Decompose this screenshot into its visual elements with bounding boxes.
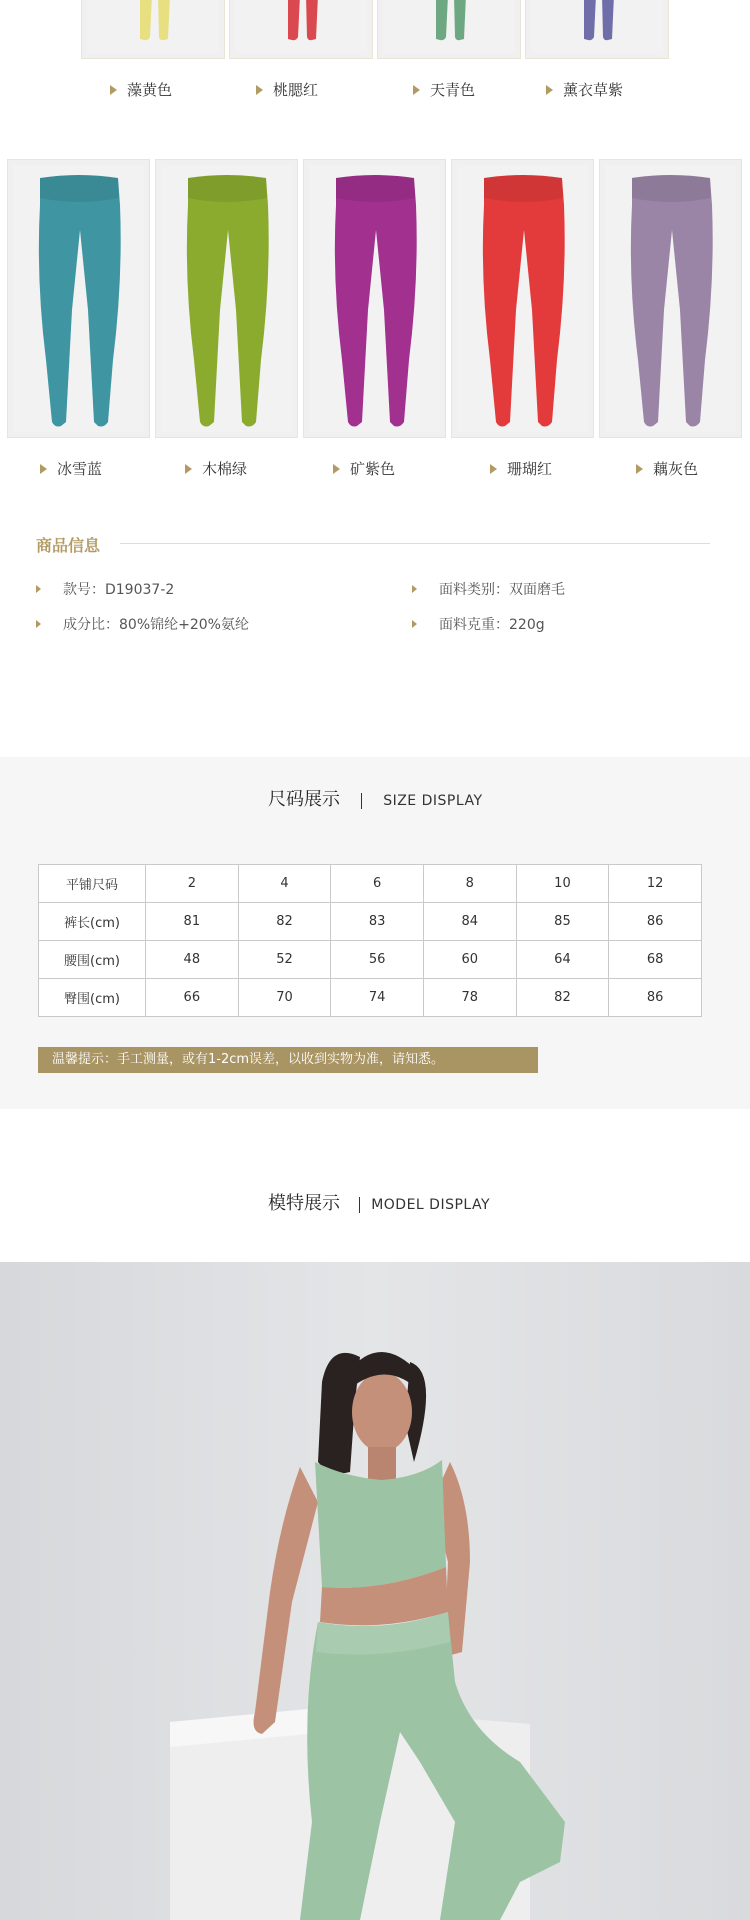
table-cell: 10 bbox=[516, 865, 609, 903]
table-row bbox=[39, 941, 702, 979]
model-illustration bbox=[0, 1262, 750, 1920]
leggings-shape bbox=[631, 175, 713, 427]
product-info-title: 商品信息 bbox=[36, 536, 101, 555]
color-label: 藻黄色 bbox=[110, 79, 172, 100]
table-cell: 60 bbox=[423, 941, 516, 979]
table-cell: 裤长(cm) bbox=[39, 903, 146, 941]
triangle-bullet-icon bbox=[413, 85, 420, 95]
table-cell: 83 bbox=[331, 903, 424, 941]
table-cell: 82 bbox=[516, 979, 609, 1017]
divider bbox=[120, 543, 710, 544]
swatch-lotus-gray[interactable] bbox=[599, 159, 742, 438]
size-title-cn: 尺码展示 bbox=[268, 789, 340, 810]
table-cell: 48 bbox=[146, 941, 239, 979]
leggings-shape bbox=[39, 175, 121, 427]
table-cell: 86 bbox=[609, 903, 702, 941]
size-section-heading bbox=[268, 785, 483, 811]
swatch-lavender[interactable] bbox=[525, 0, 669, 59]
table-cell: 平铺尺码 bbox=[39, 865, 146, 903]
table-cell: 66 bbox=[146, 979, 239, 1017]
table-cell: 52 bbox=[238, 941, 331, 979]
leggings-image bbox=[156, 160, 298, 438]
swatch-yellow[interactable] bbox=[81, 0, 225, 59]
info-fabric-type: 面料类别：双面磨毛 bbox=[412, 579, 565, 599]
table-cell: 85 bbox=[516, 903, 609, 941]
leggings-shape bbox=[187, 175, 269, 427]
leggings-shape bbox=[335, 175, 417, 427]
size-table bbox=[38, 864, 702, 1017]
leggings-shape bbox=[483, 175, 565, 427]
table-cell: 腰围(cm) bbox=[39, 941, 146, 979]
leggings-image bbox=[600, 160, 742, 438]
swatch-coral-red[interactable] bbox=[451, 159, 594, 438]
table-cell: 56 bbox=[331, 941, 424, 979]
waistband-shape bbox=[336, 175, 415, 202]
table-cell: 74 bbox=[331, 979, 424, 1017]
waistband-shape bbox=[484, 175, 563, 202]
triangle-bullet-icon bbox=[256, 85, 263, 95]
table-cell: 6 bbox=[331, 865, 424, 903]
swatch-mineral-purple[interactable] bbox=[303, 159, 446, 438]
leggings-image bbox=[452, 160, 594, 438]
info-composition: 成分比：80%锦纶+20%氨纶 bbox=[36, 614, 249, 634]
triangle-bullet-icon bbox=[333, 464, 340, 474]
triangle-bullet-icon bbox=[546, 85, 553, 95]
measurement-tip: 温馨提示：手工测量，或有1-2cm误差，以收到实物为准，请知悉。 bbox=[38, 1047, 538, 1073]
leggings-image bbox=[266, 0, 338, 45]
table-cell: 12 bbox=[609, 865, 702, 903]
table-cell: 84 bbox=[423, 903, 516, 941]
info-style-no: 款号：D19037-2 bbox=[36, 579, 174, 599]
color-label: 藕灰色 bbox=[636, 458, 698, 479]
table-cell: 64 bbox=[516, 941, 609, 979]
color-label: 薰衣草紫 bbox=[546, 79, 623, 100]
swatch-kapok-green[interactable] bbox=[155, 159, 298, 438]
table-cell: 86 bbox=[609, 979, 702, 1017]
title-separator bbox=[361, 793, 362, 809]
table-cell: 82 bbox=[238, 903, 331, 941]
leggings-image bbox=[8, 160, 150, 438]
waistband-shape bbox=[40, 175, 119, 202]
table-cell: 70 bbox=[238, 979, 331, 1017]
leggings-image bbox=[118, 0, 190, 45]
triangle-bullet-icon bbox=[185, 464, 192, 474]
color-label: 天青色 bbox=[413, 79, 475, 100]
waistband-shape bbox=[632, 175, 711, 202]
leggings-image bbox=[414, 0, 486, 45]
table-cell: 68 bbox=[609, 941, 702, 979]
color-label: 木棉绿 bbox=[185, 458, 247, 479]
model-section-heading bbox=[268, 1189, 490, 1215]
color-label: 桃腮红 bbox=[256, 79, 318, 100]
triangle-bullet-icon bbox=[490, 464, 497, 474]
swatch-sky-green[interactable] bbox=[377, 0, 521, 59]
triangle-bullet-icon bbox=[110, 85, 117, 95]
info-fabric-weight: 面料克重：220g bbox=[412, 614, 545, 634]
model-title-en: MODEL DISPLAY bbox=[371, 1197, 491, 1213]
table-cell: 8 bbox=[423, 865, 516, 903]
title-separator bbox=[359, 1197, 360, 1213]
swatch-ice-blue[interactable] bbox=[7, 159, 150, 438]
triangle-bullet-icon bbox=[36, 620, 41, 628]
triangle-bullet-icon bbox=[412, 585, 417, 593]
table-row bbox=[39, 865, 702, 903]
table-cell: 81 bbox=[146, 903, 239, 941]
leggings-image bbox=[562, 0, 634, 45]
triangle-bullet-icon bbox=[36, 585, 41, 593]
table-cell: 78 bbox=[423, 979, 516, 1017]
swatch-peach-red[interactable] bbox=[229, 0, 373, 59]
model-title-cn: 模特展示 bbox=[268, 1193, 340, 1214]
leggings-image bbox=[304, 160, 446, 438]
size-title-en: SIZE DISPLAY bbox=[383, 793, 483, 809]
model-photo bbox=[0, 1262, 750, 1920]
triangle-bullet-icon bbox=[412, 620, 417, 628]
color-label: 珊瑚红 bbox=[490, 458, 552, 479]
waistband-shape bbox=[188, 175, 267, 202]
color-label: 冰雪蓝 bbox=[40, 458, 102, 479]
color-label: 矿紫色 bbox=[333, 458, 395, 479]
table-row bbox=[39, 979, 702, 1017]
table-cell: 4 bbox=[238, 865, 331, 903]
table-cell: 臀围(cm) bbox=[39, 979, 146, 1017]
table-cell: 2 bbox=[146, 865, 239, 903]
table-row bbox=[39, 903, 702, 941]
triangle-bullet-icon bbox=[40, 464, 47, 474]
triangle-bullet-icon bbox=[636, 464, 643, 474]
